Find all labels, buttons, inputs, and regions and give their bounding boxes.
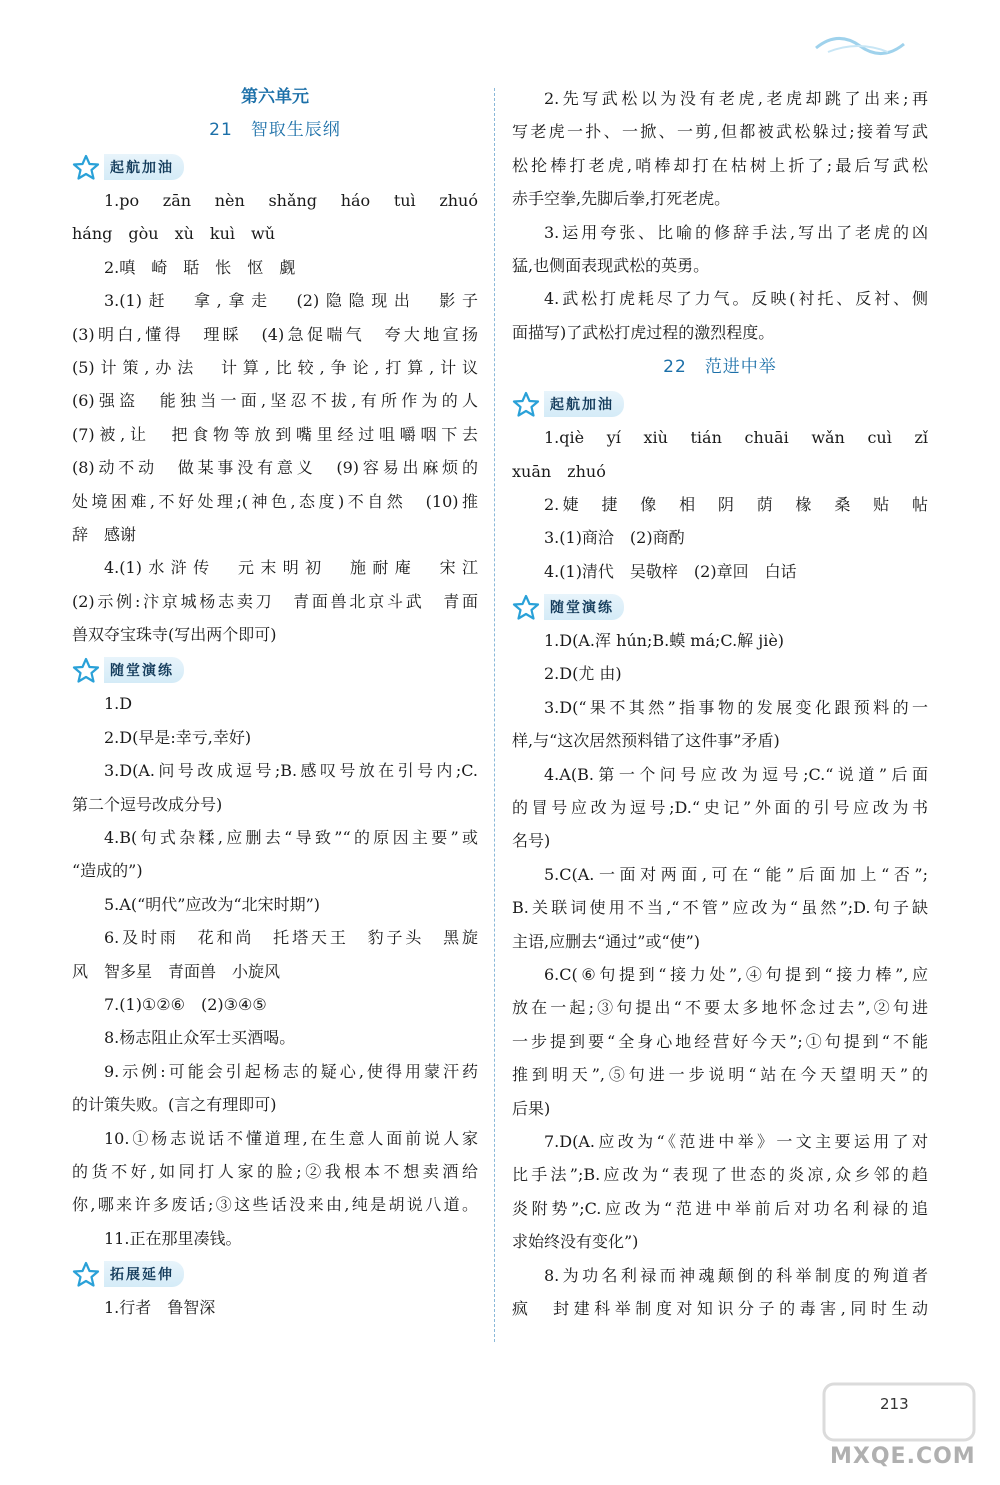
answer-line: 9.示例:可能会引起杨志的疑心,使得用蒙汗药: [104, 1061, 478, 1081]
answer-line: 3.(1)赶 拿,拿走 (2)隐隐现出 影子: [104, 291, 478, 311]
section-label: 随堂演练: [104, 657, 184, 683]
answer-line: 主语,应删去“通过”或“使”): [512, 931, 701, 951]
answer-line: 6.及时雨 花和尚 托塔天王 豹子头 黑旋: [104, 928, 478, 948]
answer-block: [512, 82, 928, 349]
answer-line: 放在一起;③句提出“不要太多地怀念过去”,②句进: [512, 998, 928, 1018]
answer-line: (6)强盗 能独当一面,坚忍不拔,有所作为的人: [72, 391, 478, 411]
answer-line: 辞 感谢: [72, 524, 137, 544]
lesson-name: 智取生辰纲: [250, 120, 341, 140]
answer-line: (3)明白,懂得 理睬 (4)急促喘气 夸大地宣扬: [72, 324, 478, 344]
right-column: [512, 82, 928, 1325]
answer-block: [72, 1291, 478, 1324]
answer-line: 1.qiè yí xiù tián chuāi wǎn cuì zǐ: [544, 428, 928, 448]
answer-line: 赤手空拳,先脚后拳,打死老虎。: [512, 189, 731, 209]
answer-line: 7.(1)①②⑥ (2)③④⑤: [104, 994, 267, 1014]
answer-line: 求始终没有变化”): [512, 1232, 639, 1252]
answer-line: 1.D: [104, 694, 133, 714]
answer-line: 兽双夺宝珠寺(写出两个即可): [72, 625, 277, 645]
answer-line: 4.(1)水浒传 元末明初 施耐庵 宋江: [104, 558, 478, 578]
unit-title: 第六单元: [241, 87, 309, 107]
answer-line: 3.D(“果不其然”指事物的发展变化跟预料的一: [544, 697, 928, 717]
answer-line: 5.A(“明代”应改为“北宋时期”): [104, 894, 321, 914]
answer-line: 的冒号应改为逗号;D.“史记”外面的引号应改为书: [512, 798, 928, 818]
answer-line: 8.杨志阻止众军士买酒喝。: [104, 1028, 296, 1048]
answer-line: 的货不好,如同打人家的脸;②我根本不想卖酒给: [72, 1161, 478, 1181]
star-icon: [512, 594, 540, 620]
section-header: [512, 590, 928, 624]
star-icon: [72, 1261, 100, 1287]
answer-line: 猛,也侧面表现武松的英勇。: [512, 255, 710, 275]
answer-line: 8.为功名利禄而神魂颠倒的科举制度的殉道者: [544, 1265, 928, 1285]
answer-line: 名号): [512, 831, 551, 851]
answer-block: [72, 687, 478, 1255]
star-icon: [72, 154, 100, 180]
answer-line: 后果): [512, 1098, 551, 1118]
answer-line: 4.武松打虎耗尽了力气。反映(衬托、反衬、侧: [544, 289, 928, 309]
answer-line: (7)被,让 把食物等放到嘴里经过咀嚼咽下去: [72, 424, 478, 444]
page-number: 213: [880, 1395, 909, 1413]
star-icon: [512, 391, 540, 417]
answer-line: 10.①杨志说话不懂道理,在生意人面前说人家: [104, 1128, 478, 1148]
answer-line: 4.A(B.第一个问号应改为逗号;C.“说道”后面: [544, 764, 928, 784]
answer-line: 推到明天”,⑤句进一步说明“站在今天望明天”的: [512, 1065, 928, 1085]
answer-line: 一步提到要“全身心地经营好今天”;①句提到“不能: [512, 1031, 928, 1051]
answer-line: 样,与“这次居然预料错了这件事”矛盾): [512, 731, 780, 751]
lesson-number: 22: [663, 357, 687, 378]
answer-line: xuān zhuó: [512, 461, 606, 481]
answer-line: háng gòu xù kuì wǔ: [72, 224, 276, 244]
answer-line: 2.嗔 崎 聒 怅 怄 觑: [104, 257, 296, 277]
answer-line: 2.婕 捷 像 相 阴 荫 椽 桑 贴 帖: [544, 494, 928, 514]
answer-line: 第二个逗号改成分号): [72, 794, 223, 814]
answer-line: B.关联词使用不当,“不管”应改为“虽然”;D.句子缺: [512, 898, 928, 918]
answer-line: (5)计策,办法 计算,比较,争论,打算,计议: [72, 357, 478, 377]
answer-line: 2.先写武松以为没有老虎,老虎却跳了出来;再: [544, 89, 928, 108]
answer-line: 11.正在那里凑钱。: [104, 1228, 242, 1248]
answer-line: 炎附势”;C.应改为“范进中举前后对功名利禄的追: [512, 1198, 928, 1218]
answer-line: 3.运用夸张、比喻的修辞手法,写出了老虎的凶: [544, 222, 928, 242]
answer-line: 的计策失败。(言之有理即可): [72, 1095, 277, 1115]
answer-line: 1.D(A.浑 hún;B.蟆 má;C.解 jiè): [544, 631, 785, 651]
lesson-number: 21: [209, 120, 233, 140]
star-icon: [72, 657, 100, 683]
answer-line: 松抡棒打老虎,哨棒却打在枯树上折了;最后写武松: [512, 155, 928, 175]
answer-line: 风 智多星 青面兽 小旋风: [72, 961, 281, 981]
answer-line: 你,哪来许多废话;③这些话没来由,纯是胡说八道。: [72, 1195, 478, 1215]
answer-line: 2.D(尤 由): [544, 664, 622, 684]
answer-line: 疯 封建科举制度对知识分子的毒害,同时生动: [512, 1298, 928, 1318]
answer-line: “造成的”): [72, 861, 143, 881]
answer-line: 1.po zān nèn shǎng háo tuì zhuó: [104, 191, 478, 210]
section-label: 起航加油: [544, 391, 624, 417]
section-label: 拓展延伸: [104, 1261, 184, 1287]
answer-line: (2)示例:汴京城杨志卖刀 青面兽北京斗武 青面: [72, 591, 478, 611]
answer-line: 3.D(A.问号改成逗号;B.感叹号放在引号内;C.: [104, 761, 478, 781]
lesson-name: 范进中举: [704, 357, 777, 378]
answer-line: 1.行者 鲁智深: [104, 1298, 216, 1318]
answer-line: 面描写)了武松打虎过程的激烈程度。: [512, 322, 775, 342]
lesson-title-22: [512, 349, 928, 385]
section-header: [512, 387, 928, 421]
answer-line: 比手法”;B.应改为“表现了世态的炎凉,众乡邻的趋: [512, 1165, 928, 1185]
section-header: [72, 150, 478, 184]
column-divider: [494, 88, 495, 1342]
answer-line: 5.C(A.一面对两面,可在“能”后面加上“否”;: [544, 864, 928, 884]
answer-page: [72, 82, 928, 1362]
section-header: [72, 1257, 478, 1291]
answer-block: [512, 421, 928, 588]
answer-line: 4.B(句式杂糅,应删去“导致”“的原因主要”或: [104, 828, 478, 848]
answer-line: 7.D(A.应改为“《范进中举》一文主要运用了对: [544, 1131, 928, 1151]
answer-line: 2.D(早是:幸亏,幸好): [104, 727, 252, 747]
answer-line: 6.C(⑥句提到“接力处”,④句提到“接力棒”,应: [544, 964, 928, 984]
answer-block: [512, 624, 928, 1325]
answer-line: 3.(1)商洽 (2)商酌: [544, 528, 685, 548]
answer-line: 4.(1)清代 吴敬梓 (2)章回 白话: [544, 561, 797, 581]
answer-block: [72, 184, 478, 651]
lesson-title-21: [72, 112, 478, 148]
answer-line: (8)动不动 做某事没有意义 (9)容易出麻烦的: [72, 458, 478, 478]
section-label: 随堂演练: [544, 594, 624, 620]
section-label: 起航加油: [104, 154, 184, 180]
header-decoration: [808, 26, 928, 58]
answer-line: 写老虎一扑、一掀、一剪,但都被武松躲过;接着写武: [512, 122, 928, 142]
watermark-url: MXQE.COM: [830, 1444, 976, 1469]
section-header: [72, 653, 478, 687]
left-column: [72, 82, 478, 1325]
answer-line: 处境困难,不好处理;(神色,态度)不自然 (10)推: [72, 491, 478, 511]
